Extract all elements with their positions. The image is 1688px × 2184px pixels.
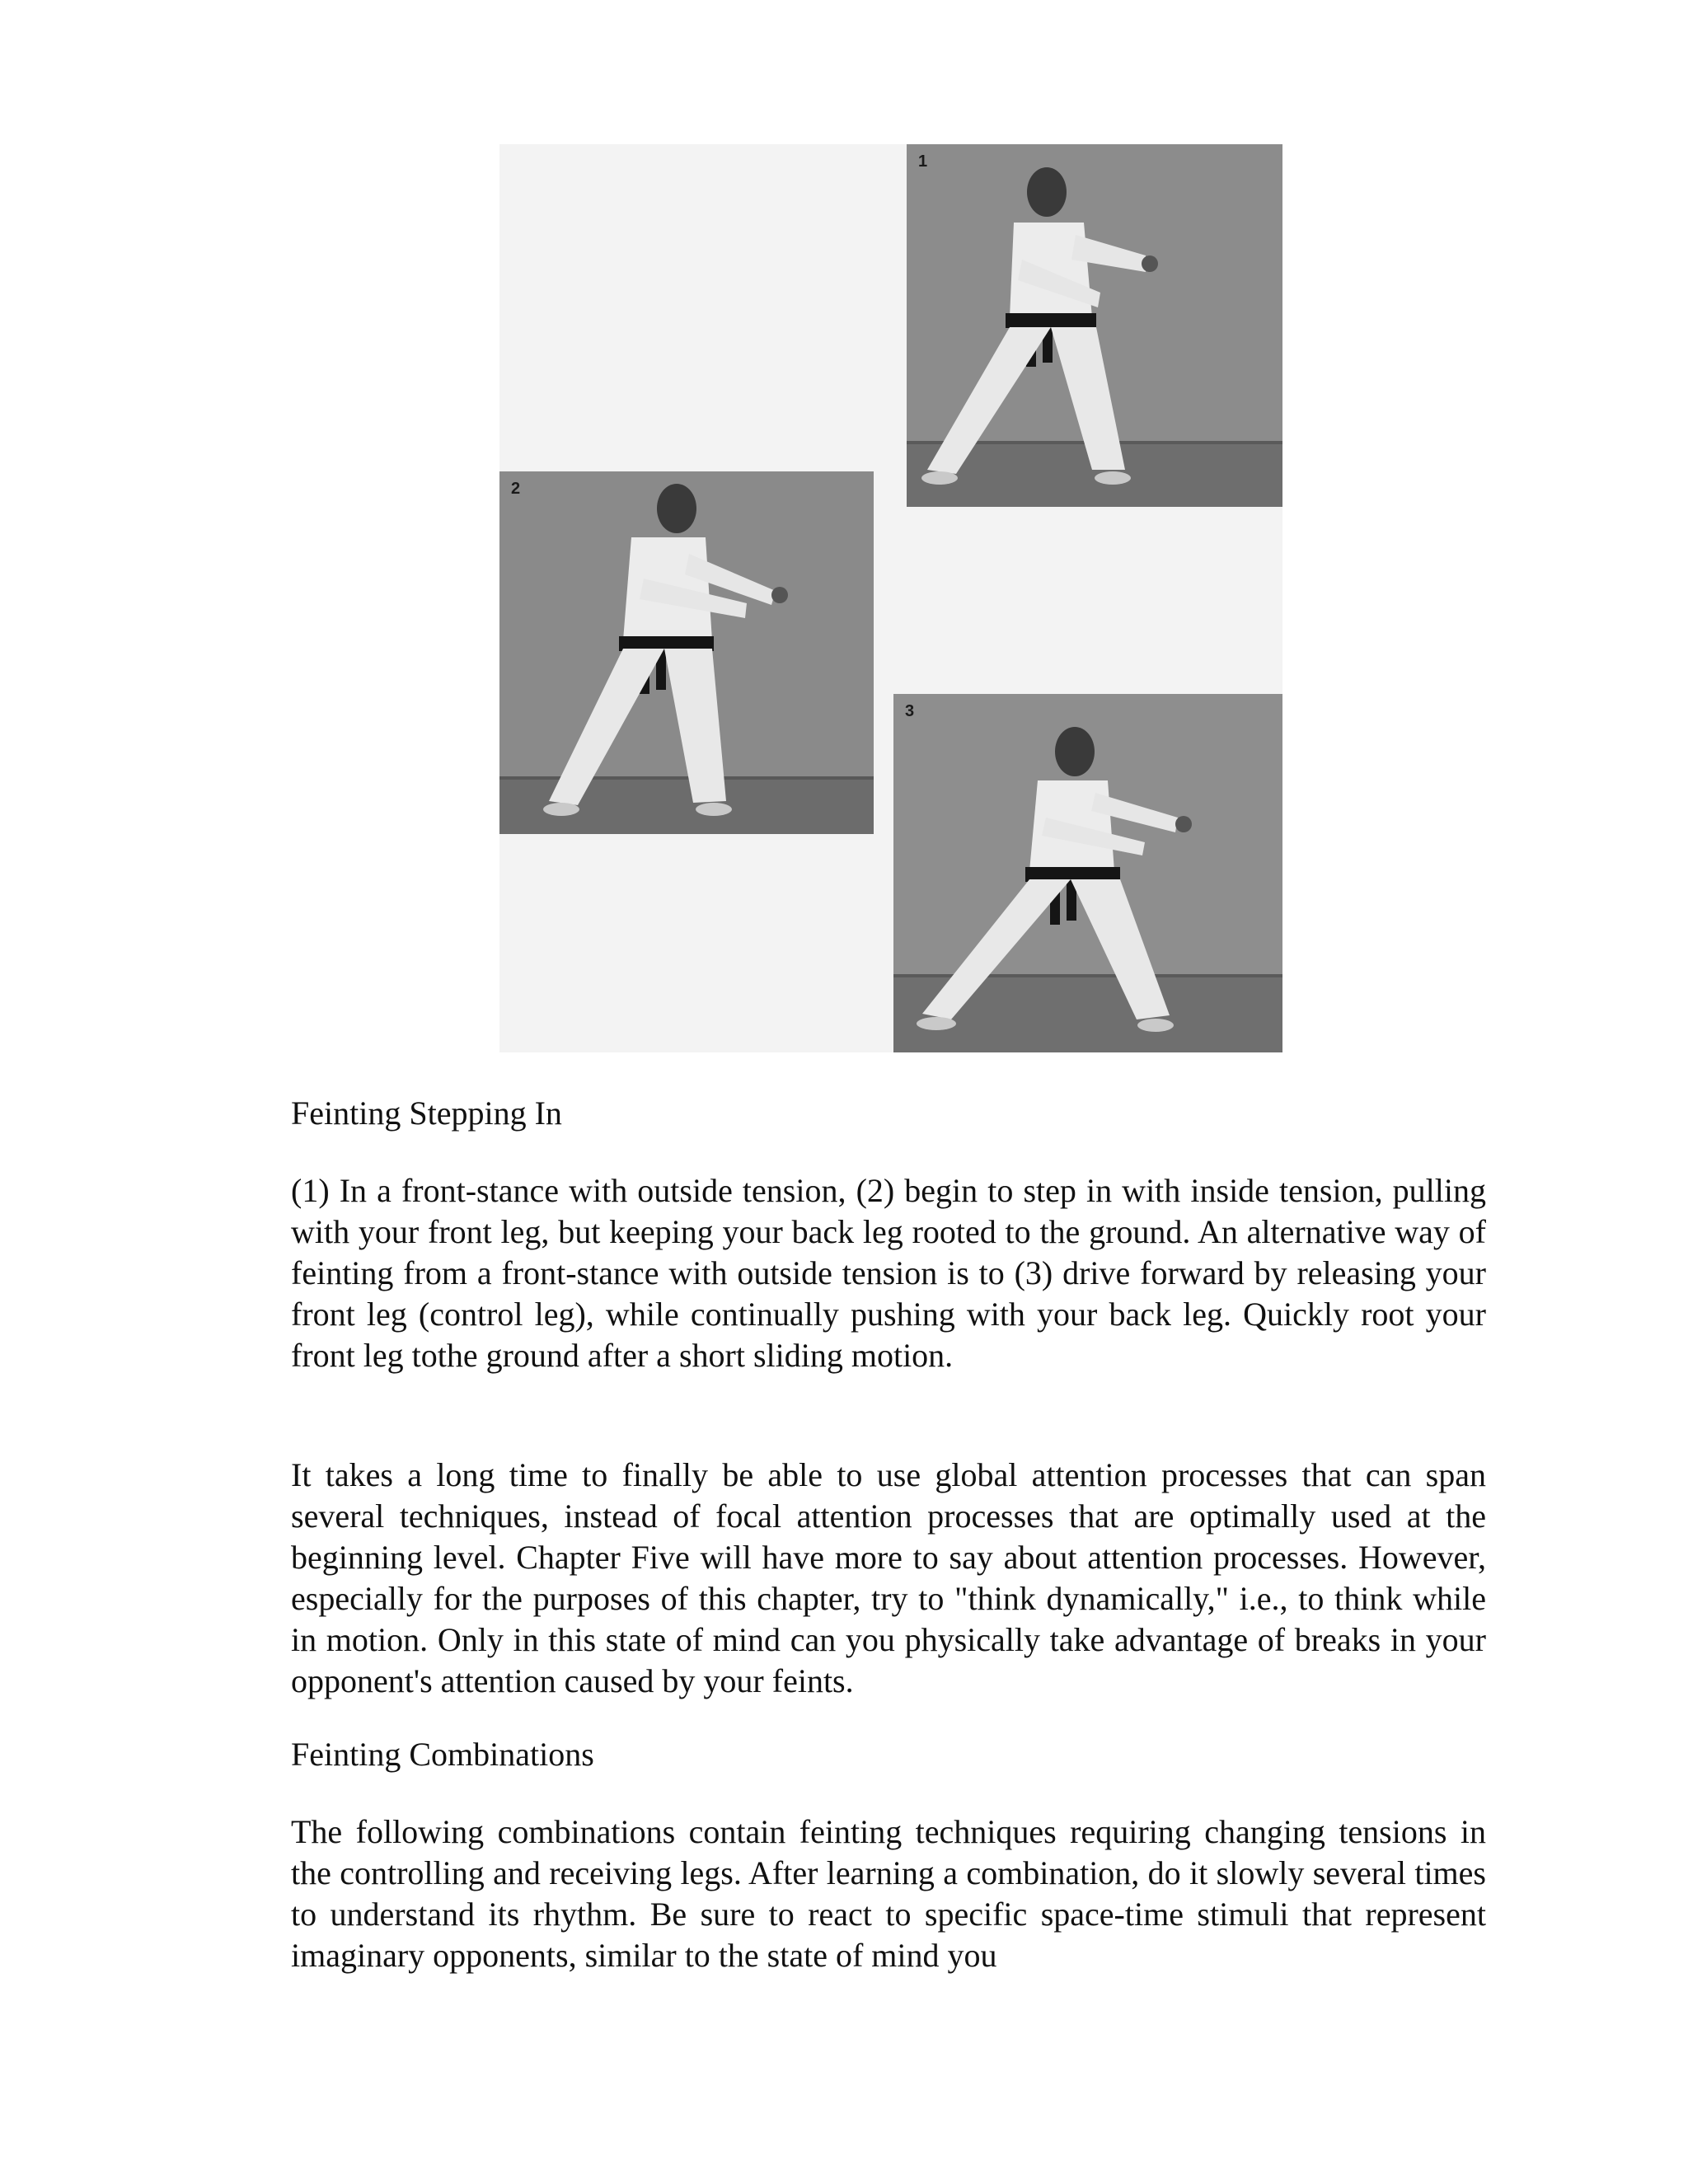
karateka-illustration bbox=[499, 471, 874, 834]
photo-1-front-stance bbox=[907, 144, 1282, 507]
photo-3-drive-forward bbox=[893, 694, 1282, 1052]
photo-number-1: 1 bbox=[918, 152, 928, 171]
section-heading-feinting-stepping-in: Feinting Stepping In bbox=[291, 1094, 562, 1132]
photo-number-2: 2 bbox=[511, 480, 521, 498]
photo-2-step-in bbox=[499, 471, 874, 834]
body-paragraph-3: The following combinations contain feinting techniques requiring changing tensions in the controlling and receiving legs. After learning a combination, do it slowly several times to understand its rhythm. Be sure to react to specific space-time stimuli that represent imaginary opponents, similar to the state of mind you bbox=[291, 1813, 1486, 1974]
karateka-illustration bbox=[907, 144, 1282, 507]
karateka-illustration bbox=[893, 694, 1282, 1052]
body-paragraph-2: It takes a long time to finally be able to use global attention processes that can span several techniques, instead of focal attention processes that are optimally used at the beginning level. Chapter Five will have more to say about attention processes. However, especially for the purposes of this chapter, try to "think dynamically," i.e., to think while in motion. Only in this state of mind can you physically take advantage of breaks in your opponent's attention caused by your feints. bbox=[291, 1456, 1486, 1699]
body-paragraph-1: (1) In a front-stance with outside tension, (2) begin to step in with inside tension, pulling with your front leg, but keeping your back leg rooted to the ground. An alternative way of feinting from a front-stance with outside tension is to (3) drive forward by releasing your front leg (control leg), while continually pushing with your back leg. Quickly root your front leg tothe ground after a short sliding motion. bbox=[291, 1172, 1486, 1374]
karate-photo-figure bbox=[499, 144, 1282, 1052]
section-heading-feinting-combinations: Feinting Combinations bbox=[291, 1736, 594, 1773]
photo-number-3: 3 bbox=[905, 702, 915, 720]
